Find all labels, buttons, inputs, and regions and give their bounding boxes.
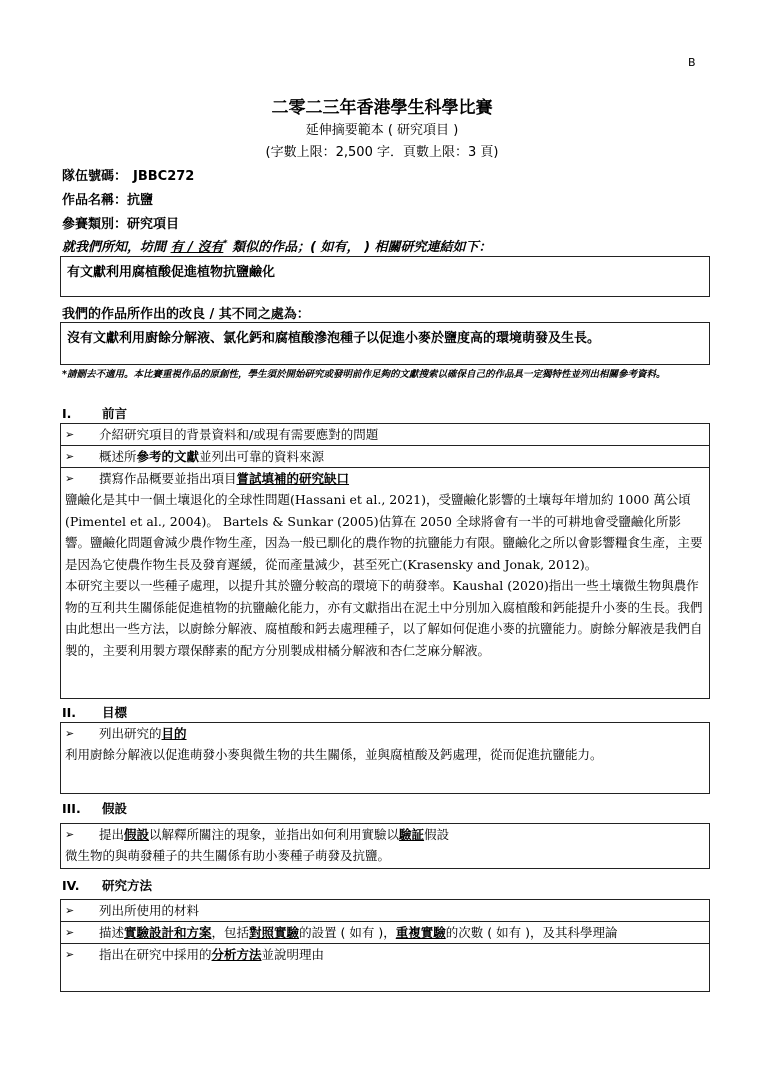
bullet-text: 描述 (99, 925, 125, 940)
section-number: I. (62, 406, 72, 421)
section-number: III. (62, 801, 81, 816)
similar-suffix: 類似的作品；( 如有， ) 相關研究連結如下： (232, 240, 492, 255)
page-title: 二零二三年香港學生科學比賽 (271, 98, 493, 118)
category (62, 213, 179, 232)
arrow-bullet-icon: ➢ (65, 472, 75, 485)
bullet-text: 提出 (99, 827, 125, 842)
improvement-label: 我們的作品所作出的改良 / 其不同之處為： (62, 307, 310, 322)
work-name-value: 抗鹽 (127, 193, 154, 208)
bullet-emphasis: 重複實驗 (395, 925, 446, 940)
bullet-emphasis: 實驗設計和方案 (124, 925, 212, 940)
bullet-text: 指出在研究中採用的 (99, 947, 212, 962)
page-subtitle: 延伸摘要範本 ( 研究項目 ) (305, 123, 459, 138)
work-name-label: 作品名稱： (62, 193, 128, 208)
section-title: 假設 (102, 801, 128, 816)
category-label: 參賽類別： (62, 217, 128, 232)
introduction-paragraph-2: 本研究主要以一些種子處理，以提升其於鹽分較高的環境下的萌發率。Kaushal (2020)指出一些土壤微生物與農作物的互利共生關係能促進植物的抗鹽鹼化能力，亦有文獻指出在泥土中分別加入腐植酸和鈣能提升小麥的生長。我們由此想出一些方法，以廚餘分解液、腐植酸和鈣去處理種子，以了解如何促進小麥的抗鹽能力。廚餘分解液是我們自製的，主要利用製方環保酵素的配方分別製成柑橘分解液和杏仁芝麻分解液。 (65, 578, 703, 658)
bullet-text: 介紹研究項目的背景資料和/或現有需要應對的問題 (99, 427, 379, 442)
footnote: *請刪去不適用。本比賽重視作品的原創性，學生須於開始研究或發明前作足夠的文獻搜索以確保自己的作品具一定獨特性並列出相關參考資料。 (62, 369, 666, 380)
bullet-text: 的次數 ( 如有 )，及其科學理論 (445, 925, 618, 940)
bullet-text: 列出所使用的材料 (99, 903, 200, 918)
improvement-text: 沒有文獻利用廚餘分解液、氯化鈣和腐植酸滲泡種子以促進小麥於鹽度高的環境萌發及生長。 (67, 331, 601, 346)
similar-works-text: 有文獻利用腐植酸促進植物抗鹽鹼化 (67, 265, 276, 280)
bullet-item (61, 445, 709, 467)
introduction-paragraph-1: 鹽鹼化是其中一個土壤退化的全球性問題(Hassani et al., 2021)，受鹽鹼化影響的土壤每年增加約 1000 萬公頃(Pimentel et al., 2004)。 Bartels & Sunkar (2005)估算在 2050 全球將會有一半的可耕地會受鹽鹼化所影響。鹽鹼化問題會減少農作物生產，因為一般已馴化的農作物的抗鹽能力有限。鹽鹼化之所以會影響糧食生產，主要是因為它使農作物生長及發育遲緩，從而產量減少，甚至死亡(Krasensky and Jonak, 2012)。 (65, 492, 703, 572)
hypothesis-paragraph: 微生物的與萌發種子的共生關係有助小麥種子萌發及抗鹽。 (65, 848, 391, 863)
introduction-box (60, 423, 710, 699)
similar-prefix: 就我們所知，坊間 (62, 240, 167, 255)
bullet-emphasis: 嘗試填補的研究缺口 (236, 471, 350, 486)
bullet-text: 並說明理由 (261, 947, 325, 962)
bullet-emphasis: 驗証 (399, 827, 425, 842)
bullet-item (61, 824, 709, 845)
similar-choice: 有 / 沒有 (170, 240, 224, 255)
similar-star: * (223, 238, 228, 248)
bullet-item (61, 921, 709, 943)
team-number-value: JBBC272 (133, 169, 195, 184)
section-heading-introduction (62, 404, 127, 422)
bullet-text: 列出研究的 (99, 726, 162, 741)
section-number: IV. (62, 878, 80, 893)
arrow-bullet-icon: ➢ (65, 828, 75, 841)
objectives-paragraph: 利用廚餘分解液以促進萌發小麥與微生物的共生關係，並與腐植酸及鈣處理，從而促進抗鹽能力。 (65, 747, 603, 762)
arrow-bullet-icon: ➢ (65, 926, 75, 939)
work-name (62, 189, 153, 208)
team-number (62, 165, 194, 184)
page-letter: B (688, 56, 696, 69)
team-number-label: 隊伍號碼： (62, 169, 128, 184)
improvement-box (60, 322, 710, 365)
bullet-item (61, 943, 709, 965)
arrow-bullet-icon: ➢ (65, 904, 75, 917)
page-limits: (字數上限：2,500 字．頁數上限：3 頁) (265, 145, 499, 160)
bullet-emphasis: 參考的文獻 (136, 449, 200, 464)
section-title: 前言 (102, 406, 128, 421)
bullet-emphasis: 對照實驗 (249, 925, 300, 940)
arrow-bullet-icon: ➢ (65, 948, 75, 961)
bullet-text: 以解釋所關注的現象，並指出如何利用實驗以 (149, 827, 400, 842)
section-heading-objectives (62, 703, 127, 721)
section-number: II. (62, 705, 77, 720)
arrow-bullet-icon: ➢ (65, 428, 75, 441)
bullet-emphasis: 分析方法 (211, 947, 262, 962)
bullet-emphasis: 目的 (161, 726, 187, 741)
bullet-text: 並列出可靠的資料來源 (199, 449, 325, 464)
bullet-text: 撰寫作品概要並指出項目 (99, 471, 237, 486)
bullet-text: 假設 (424, 827, 450, 842)
arrow-bullet-icon: ➢ (65, 727, 75, 740)
bullet-text: 的設置 ( 如有 )， (299, 925, 396, 940)
similar-works-statement (62, 236, 492, 255)
bullet-text: 概述所 (99, 449, 137, 464)
section-heading-hypothesis (62, 799, 127, 817)
hypothesis-box (60, 823, 710, 869)
bullet-emphasis: 假設 (124, 827, 150, 842)
objectives-box (60, 722, 710, 794)
section-title: 目標 (102, 705, 128, 720)
methodology-box (60, 899, 710, 992)
section-heading-methodology (62, 876, 152, 894)
bullet-item (61, 467, 709, 489)
category-value: 研究項目 (127, 217, 180, 232)
similar-works-box (60, 256, 710, 297)
bullet-item (61, 723, 709, 744)
bullet-text: ，包括 (211, 925, 250, 940)
bullet-item (61, 900, 709, 921)
section-title: 研究方法 (102, 878, 153, 893)
arrow-bullet-icon: ➢ (65, 450, 75, 463)
bullet-item (61, 424, 709, 445)
